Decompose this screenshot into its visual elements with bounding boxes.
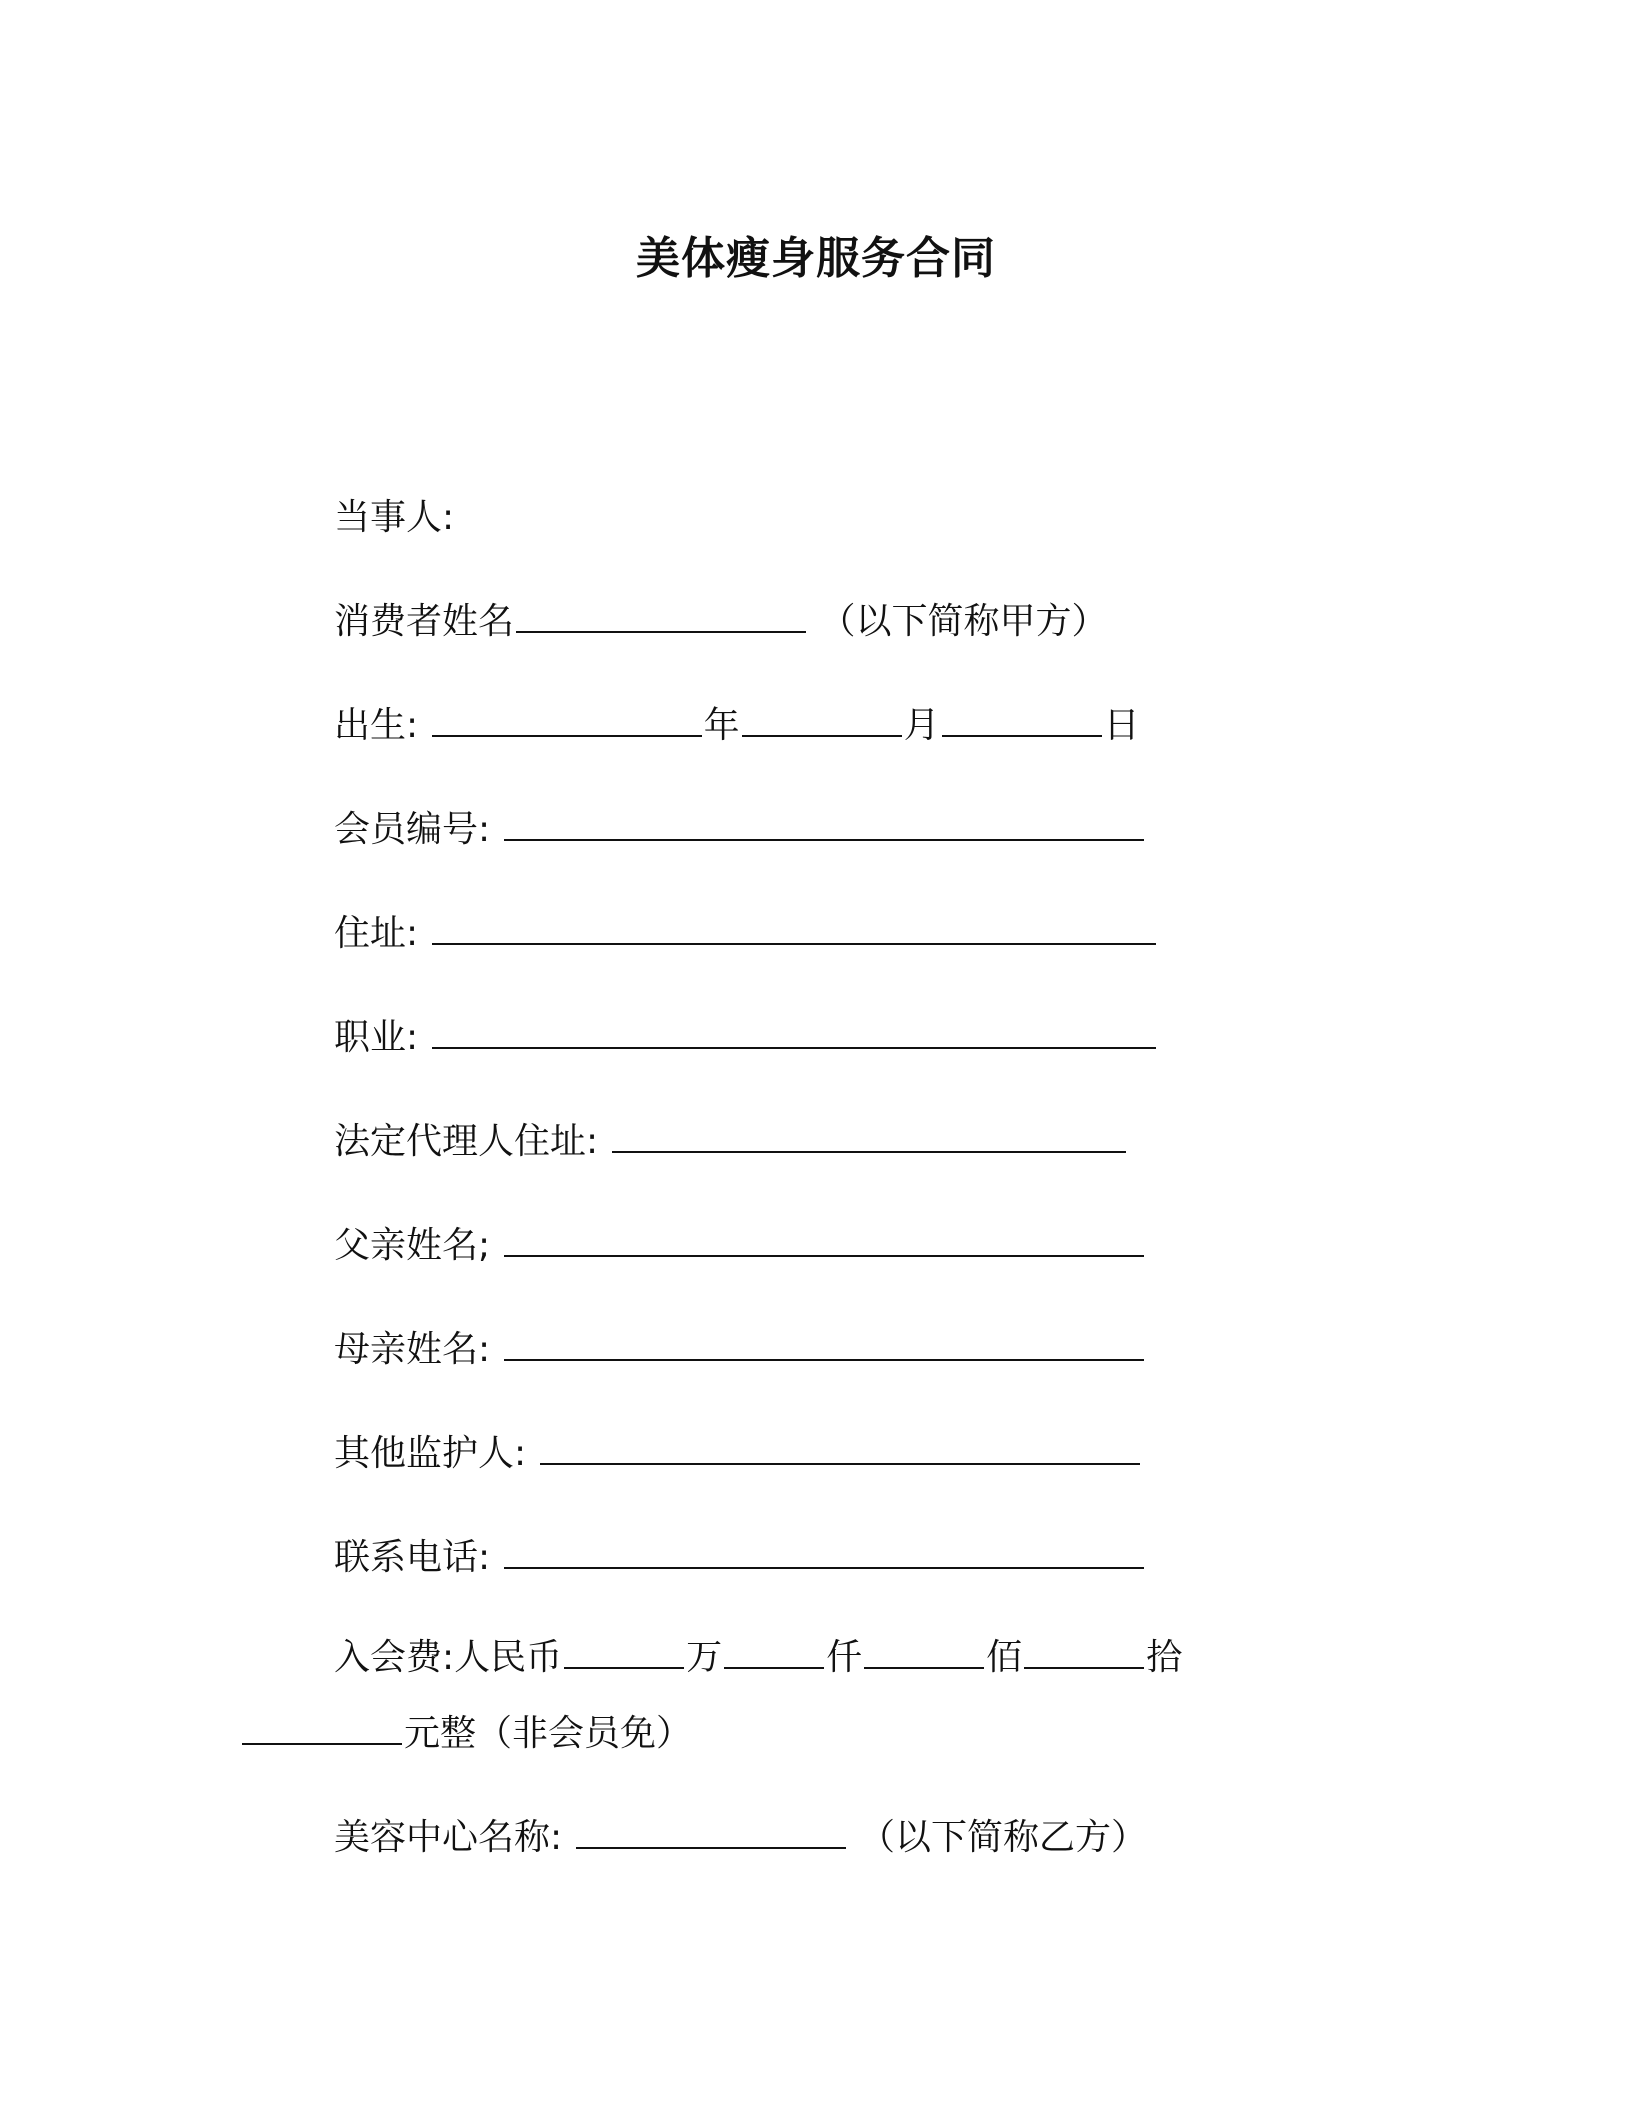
birth-month-unit: 月 — [903, 705, 940, 746]
birth-line — [334, 704, 1140, 748]
member-no-line — [334, 808, 1146, 852]
fee-qian-blank[interactable] — [724, 1637, 824, 1669]
address-label: 住址: — [334, 913, 419, 954]
fee-yuan-blank[interactable] — [242, 1713, 402, 1745]
father-name-blank[interactable] — [504, 1225, 1144, 1257]
guardian-address-line — [334, 1120, 1128, 1164]
other-guardian-label: 其他监护人: — [334, 1433, 527, 1474]
address-line — [334, 912, 1158, 956]
member-no-label: 会员编号: — [334, 809, 491, 850]
consumer-name-suffix: （以下简称甲方） — [819, 601, 1108, 642]
fee-shi-unit: 拾 — [1146, 1637, 1183, 1678]
occupation-blank[interactable] — [432, 1017, 1156, 1049]
fee-line — [334, 1636, 1182, 1680]
fee-bai-blank[interactable] — [864, 1637, 984, 1669]
fee-label: 入会费:人民币 — [334, 1637, 563, 1678]
birth-label: 出生: — [334, 705, 419, 746]
fee-yuan-unit: 元整（非会员免） — [404, 1713, 693, 1754]
guardian-address-label: 法定代理人住址: — [334, 1121, 599, 1162]
father-name-line — [334, 1224, 1146, 1268]
center-name-suffix: （以下简称乙方） — [859, 1817, 1148, 1858]
document-title: 美体瘦身服务合同 — [636, 233, 996, 284]
fee-continuation-line — [240, 1712, 692, 1756]
consumer-name-line — [334, 600, 1107, 644]
center-name-label: 美容中心名称: — [334, 1817, 563, 1858]
occupation-line — [334, 1016, 1158, 1060]
guardian-address-blank[interactable] — [612, 1121, 1126, 1153]
other-guardian-line — [334, 1432, 1142, 1476]
birth-month-blank[interactable] — [742, 705, 902, 737]
center-name-line — [334, 1816, 1147, 1860]
address-blank[interactable] — [432, 913, 1156, 945]
fee-shi-blank[interactable] — [1024, 1637, 1144, 1669]
birth-year-blank[interactable] — [432, 705, 702, 737]
parties-label: 当事人: — [334, 497, 455, 538]
fee-bai-unit: 佰 — [986, 1637, 1023, 1678]
consumer-name-blank[interactable] — [516, 601, 806, 633]
mother-name-label: 母亲姓名: — [334, 1329, 491, 1370]
father-name-label: 父亲姓名; — [334, 1225, 491, 1266]
birth-day-blank[interactable] — [942, 705, 1102, 737]
fee-wan-blank[interactable] — [564, 1637, 684, 1669]
consumer-name-label: 消费者姓名 — [334, 601, 515, 642]
center-name-blank[interactable] — [576, 1817, 846, 1849]
fee-qian-unit: 仟 — [826, 1637, 863, 1678]
phone-line — [334, 1536, 1146, 1580]
member-no-blank[interactable] — [504, 809, 1144, 841]
mother-name-blank[interactable] — [504, 1329, 1144, 1361]
phone-blank[interactable] — [504, 1537, 1144, 1569]
fee-wan-unit: 万 — [686, 1637, 723, 1678]
occupation-label: 职业: — [334, 1017, 419, 1058]
mother-name-line — [334, 1328, 1146, 1372]
phone-label: 联系电话: — [334, 1537, 491, 1578]
birth-day-unit: 日 — [1103, 705, 1140, 746]
other-guardian-blank[interactable] — [540, 1433, 1140, 1465]
parties-line — [334, 496, 454, 540]
birth-year-unit: 年 — [703, 705, 740, 746]
